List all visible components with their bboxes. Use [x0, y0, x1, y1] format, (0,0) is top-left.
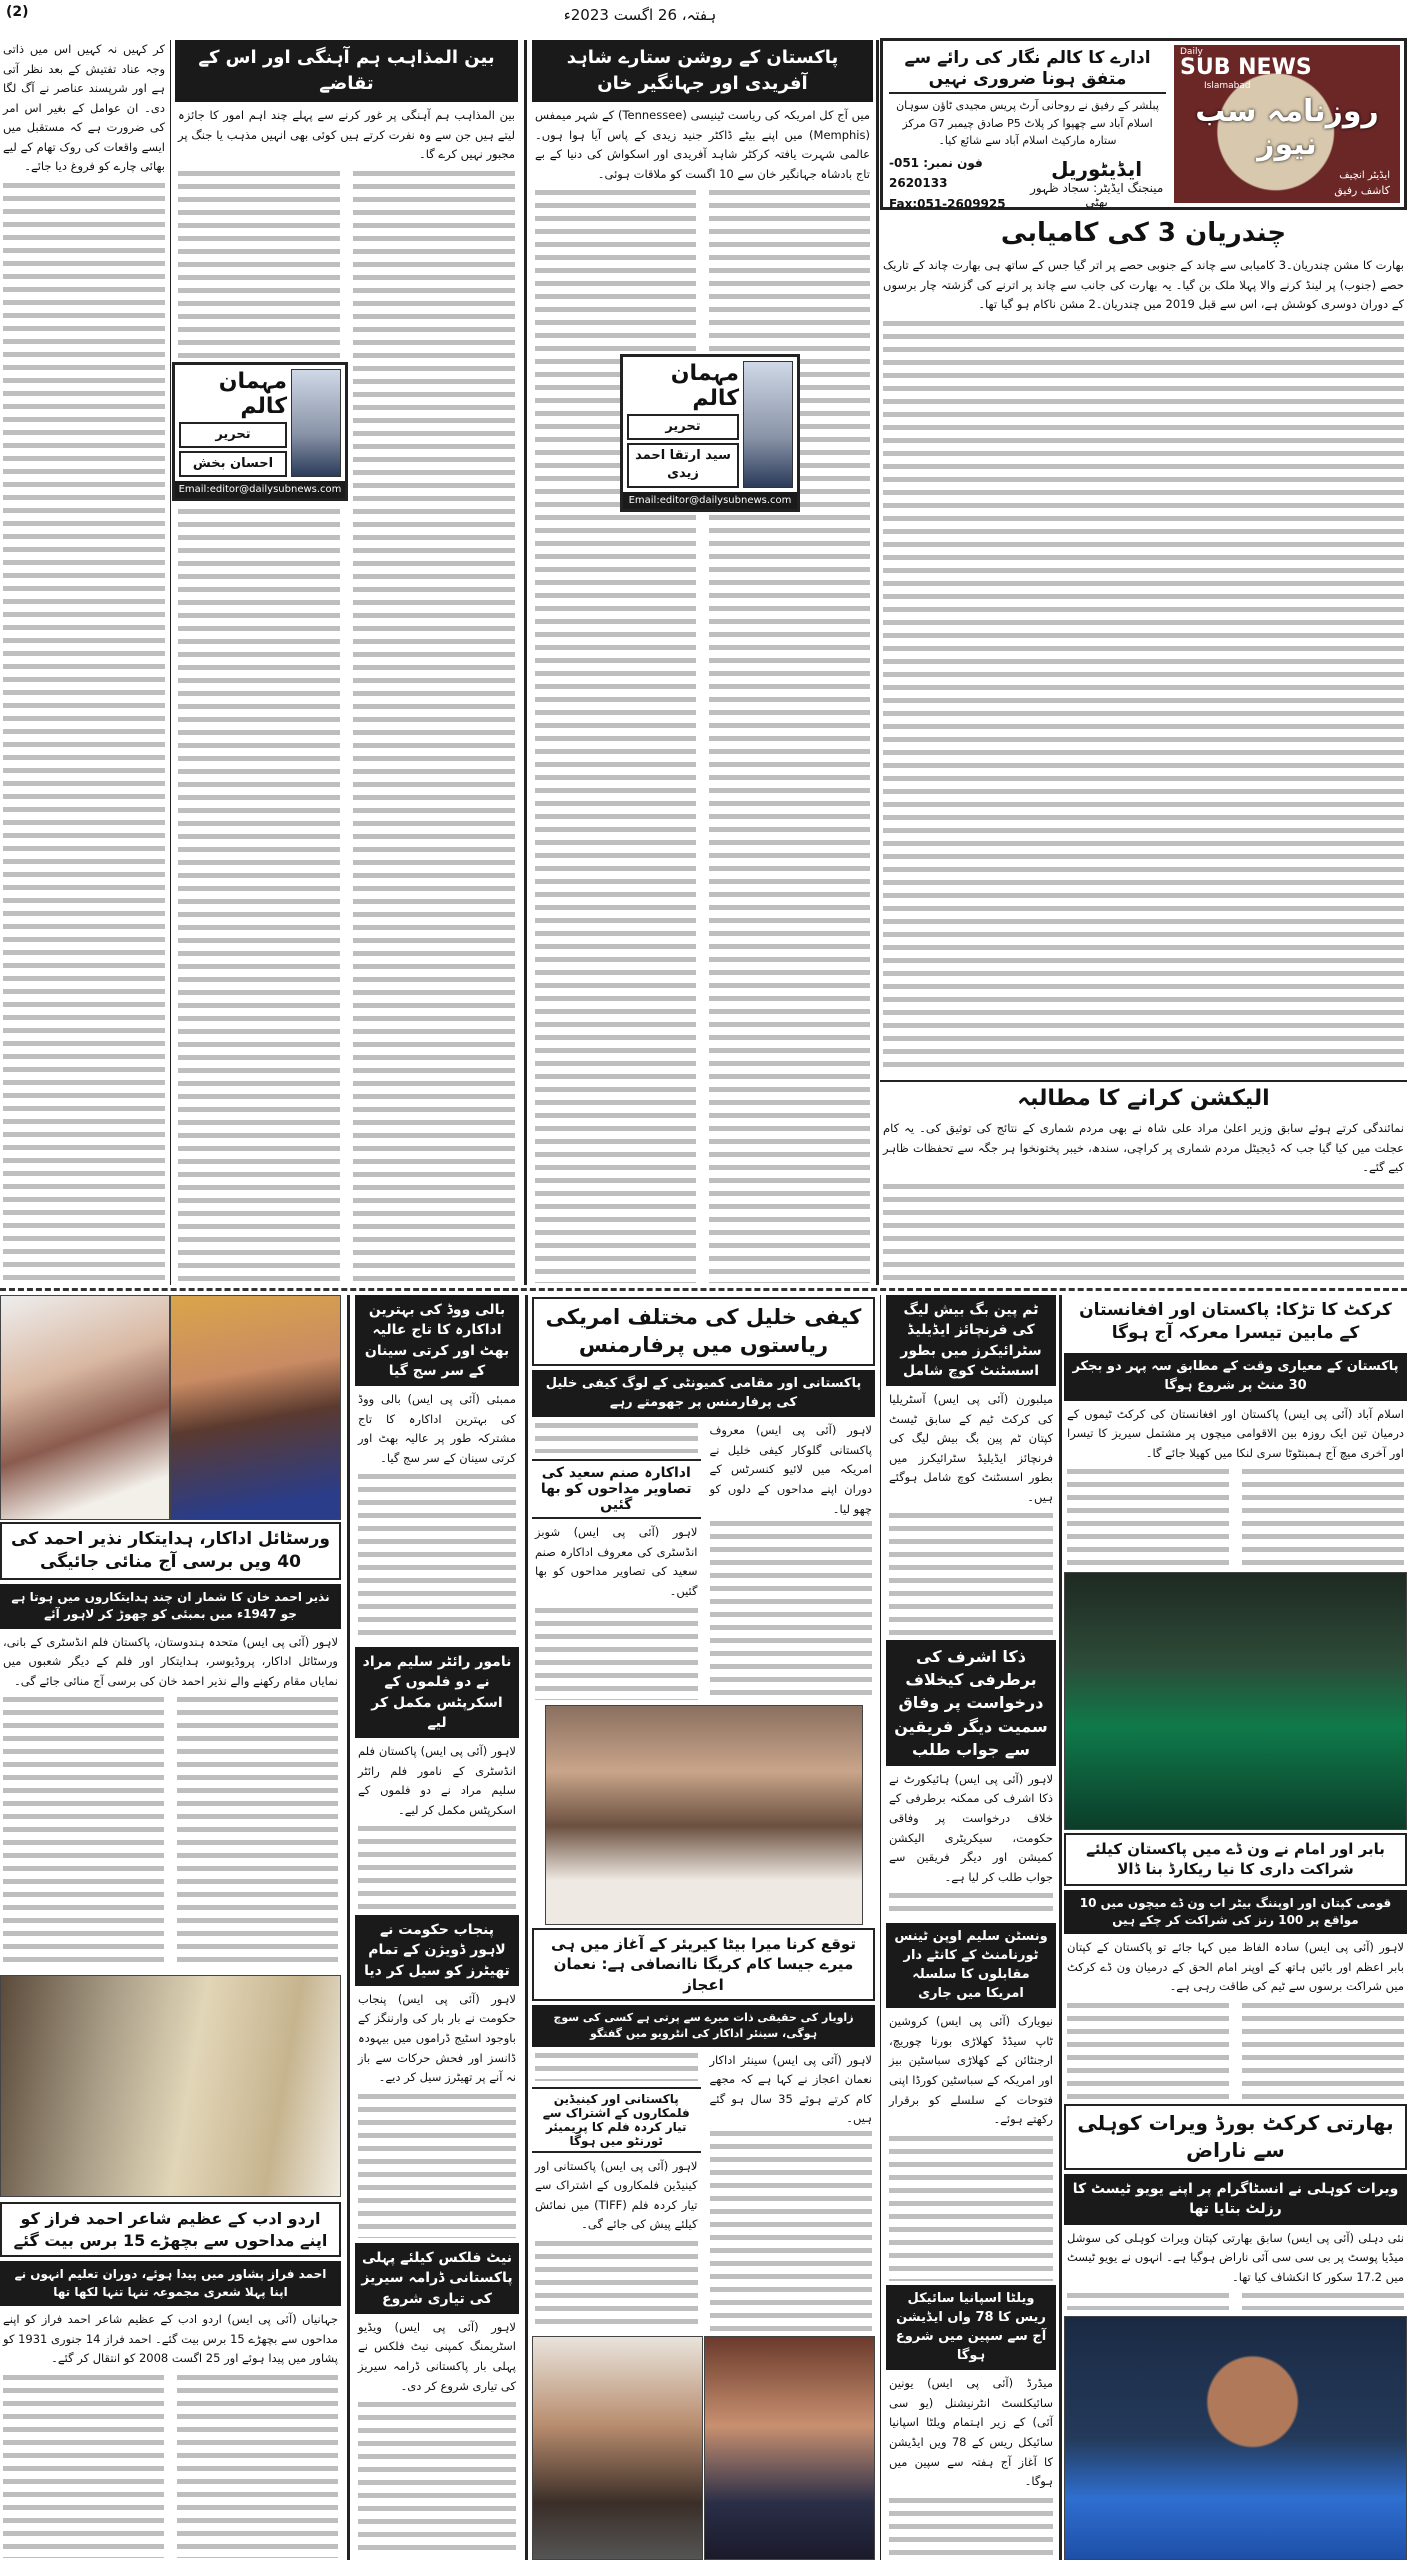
- article-body: لاہور (آئی پی ایس) ہائیکورٹ نے ذکا اشرف کی ممکنہ برطرفی کے خلاف درخواست پر وفاقی حکومت، سیکریٹری الیکشن کمیشن اور دیگر فریقین سے جواب طلب کر لیا ہے۔: [889, 1771, 1053, 1884]
- disclaimer: ادارے کا کالم نگار کی رائے سے متفق ہونا ضروری نہیں: [889, 47, 1166, 94]
- article-headline: پاکستانی اور کینیڈین فلمکاروں کے اشتراک سے تیار کردہ فلم کا پریمیئر ٹورنٹو میں ہوگا: [532, 2087, 701, 2153]
- column-divider: [880, 1295, 881, 2560]
- article-winston-salem: [886, 1923, 1056, 2283]
- column-divider: [525, 1295, 528, 2560]
- column-divider: [347, 1295, 350, 2560]
- editorial-election: [880, 1080, 1407, 1284]
- zaviyar-photo: [545, 1705, 863, 1925]
- article-sanam-saeed: [532, 1421, 701, 1702]
- article-body: میلبورن (آئی پی ایس) آسٹریلیا کی کرکٹ ٹیم کے سابق ٹیسٹ کپتان ٹم پین بگ بیش لیگ کی فرنچائز ایڈیلیڈ سٹرائیکرز میں بطور اسسٹنٹ کوچ شامل ہوگئے ہیں۔: [889, 1392, 1053, 1504]
- article-body: نیویارک (آئی پی ایس) کروشین ٹاپ سیڈڈ کھلاڑی بورنا چوریچ، ارجنٹائن کے کھلاڑی سباسٹین بیز اور امریکہ کے سباسٹین کورڈا اپنی فتوحات کے سلسلے کو برقرار رکھتے ہوئے۔: [889, 2014, 1053, 2127]
- guest-column-label: مہمان کالم: [218, 369, 287, 419]
- article-headline: توقع کرنا میرا بیٹا کیریئر کے آغاز میں ہی میرے جیسا کام کریگا ناانصافی ہے: نعمان اعجاز: [532, 1928, 875, 2001]
- article-subheadline: احمد فراز پشاور میں پیدا ہوئے، دوران تعلیم انہوں نے اپنا پہلا شعری مجموعہ تنہا تنہا لکھا تھا: [0, 2261, 341, 2306]
- body-text-lines: [535, 2241, 698, 2331]
- body-text-lines: [3, 183, 165, 1283]
- columnist-photo: [291, 369, 341, 477]
- article-subheadline: پاکستان کے معیاری وقت کے مطابق سہ پہر دو بجکر 30 منٹ پر شروع ہوگا: [1064, 1353, 1407, 1401]
- article-bollywood: [355, 1295, 519, 1645]
- masthead: [880, 38, 1407, 210]
- body-text-lines: [889, 1513, 1053, 1638]
- article-body: لاہور (آئی پی ایس) پاکستانی اور کینیڈین فلمکاروں کے اشتراک سے تیار کردہ فلم (TIFF) میں نمائش کیلئے پیش کی جائے گی۔: [535, 2158, 698, 2232]
- article-body: ممبئی (آئی پی ایس) بالی ووڈ کی بہترین اداکارہ کا تاج مشترکہ طور پر عالیہ بھٹ اور کرتی سینان کے سر سج گیا۔: [358, 1392, 516, 1465]
- body-text-lines: [710, 1521, 873, 1700]
- article-nazir-ahmed: [0, 1522, 341, 1970]
- page-number: (2): [6, 4, 29, 20]
- editorial-title: چندریان 3 کی کامیابی: [1000, 218, 1287, 248]
- editorial-label: ایڈیٹوریل: [1051, 157, 1143, 182]
- editorial-chandrayaan: [880, 214, 1407, 1076]
- article-pak-afg-cricket: [1064, 1295, 1407, 1570]
- editorial-body: بھارت کا مشن چندریان۔3 کامیابی سے چاند کے جنوبی حصے پر اتر گیا جس کے ساتھ ہی بھارت چاند کے تاریک حصے (جنوب) پر لینڈ کرنے والا پہلا ملک بن گیا۔ یہ بھارت کی جانب سے چاند پر اترنے کی گزشتہ چار برسوں کے دوران دوسری کوشش ہے، اس سے قبل 2019 میں چندریان۔2 مشن ناکام ہو گیا تھا۔: [883, 258, 1404, 312]
- body-text-lines: [883, 321, 1404, 1074]
- article-subheadline: پاکستانی اور مقامی کمیونٹی کے لوگ کیفی خلیل کی پرفارمنس پر جھومتے رہے: [532, 1370, 875, 1418]
- article-zaka-ashraf: [886, 1640, 1056, 1918]
- body-text-lines: [535, 1423, 698, 1453]
- fax-number: Fax:051-2609925: [889, 196, 1006, 211]
- article-headline: کیفی خلیل کی مختلف امریکی ریاستوں میں پرفارمنس: [532, 1297, 875, 1366]
- section-divider: [0, 1288, 1407, 1291]
- body-text-lines: [1067, 2293, 1404, 2310]
- article-body: لاہور (آئی پی ایس) سادہ الفاظ میں کہا جائے تو پاکستان کے کپتان بابر اعظم اور بائیں ہاتھ کے اوپنر امام الحق کے درمیان ون ڈے کرکٹ میں شراکت برسوں سے ٹیم کی طاقت رہی ہے۔: [1067, 1940, 1404, 1994]
- article-tim-paine: [886, 1295, 1056, 1640]
- article-body: نئی دہلی (آئی پی ایس) سابق بھارتی کپتان ویرات کوہلی کی سوشل میڈیا پوسٹ پر بی سی سی آئی ناراض ہوگیا ہے۔ انہوں نے یویو ٹیسٹ میں 17.2 سکور کا انکشاف کیا تھا۔: [1067, 2230, 1404, 2284]
- actress-photo-alia: [0, 1295, 170, 1520]
- column-title: پاکستان کے روشن ستارے شاہد آفریدی اور جہانگیر خان: [532, 40, 873, 102]
- article-headline: نامور رائٹر سلیم مراد نے دو فلموں کے اسکرپٹس مکمل کر لیے: [355, 1647, 519, 1738]
- column-divider: [1059, 1295, 1062, 2560]
- article-headline: بھارتی کرکٹ بورڈ ویرات کوہلی سے ناراض: [1064, 2104, 1407, 2170]
- article-headline: اداکارہ صنم سعید کی تصاویر مداحوں کو بھا گئیں: [532, 1459, 701, 1519]
- article-headline: ویلٹا اسپانیا سائیکل ریس کا 78 واں ایڈیشن آج سے سپین میں شروع ہوگا: [886, 2285, 1056, 2370]
- article-theatres-sealed: [355, 1915, 519, 2240]
- column-continuation: [0, 40, 168, 1285]
- column-afridi-jahangir: [532, 40, 873, 1285]
- managing-editor: مینجنگ ایڈیٹر: سجاد ظہور بھٹی: [1030, 181, 1164, 210]
- article-body: لاہور (آئی پی ایس) پاکستان فلم انڈسٹری کے نامور فلم رائٹر سلیم مراد نے دو فلموں کے اسکرپٹس مکمل کر لیے۔: [358, 1744, 516, 1817]
- column-body: بین المذاہب ہم آہنگی پر غور کرنے سے پہلے چند اہم امور کا جائزہ لیتے ہیں جن سے وہ نفرت کرتے ہیں کوئی بھی انہیں مذہب یا جنگ پر مجبور نہیں کرے گا۔: [178, 108, 515, 162]
- article-film-premiere: [532, 2051, 701, 2333]
- article-headline: ونسٹن سلیم اوپن ٹینس ٹورنامنٹ کے کانٹے دار مقابلوں کا سلسلہ امریکا میں جاری: [886, 1923, 1056, 2008]
- body-text-lines: [1067, 2003, 1404, 2099]
- article-body: میڈرڈ (آئی پی ایس) یونین سائیکلسٹ انٹرنیشنل (یو سی آئی) کے زیر اہتمام ویلٹا اسپانیا سائیکل ریس کے 78 ویں ایڈیشن کا آغاز آج ہفتہ سے سپین میں ہوگا۔: [889, 2376, 1054, 2489]
- article-subheadline: قومی کپتان اور اوپننگ بیٹر اب ون ڈے میچوں میں 10 مواقع پر 100 رنز کی شراکت کر چکے ہیں: [1064, 1890, 1407, 1935]
- columnist-email[interactable]: Email:editor@dailysubnews.com: [623, 492, 797, 509]
- body-text-lines: [358, 2094, 516, 2238]
- guest-column-box: [620, 354, 800, 512]
- columnist-photo: [743, 361, 793, 488]
- article-body: اسلام آباد (آئی پی ایس) پاکستان اور افغانستان کی کرکٹ ٹیموں کے درمیان تین ایک روزہ بین الاقوامی میچوں پر مشتمل سیریز کا تیسرا اور آخری میچ آج ہمبنٹوٹا سری لنکا میں کھیلا جائے گا۔: [1067, 1406, 1404, 1460]
- guest-column-label: مہمان کالم: [670, 361, 739, 411]
- imprint: پبلشر کے رفیق نے روحانی آرٹ پریس مجیدی ٹاؤن سوہان اسلام آباد سے چھپوا کر پلاٹ P5 صادق چیمبر G7 مرکز ستارہ مارکیٹ اسلام آباد سے شائع کیا۔: [896, 99, 1159, 148]
- virat-kohli-photo: [1064, 2316, 1407, 2560]
- logo-sub-news: SUB NEWS: [1180, 55, 1312, 80]
- article-body: لاہور (آئی پی ایس) شوبز انڈسٹری کی معروف اداکارہ صنم سعید کی تصاویر مداحوں کو بھا گئیں۔: [535, 1525, 698, 1599]
- ahmed-faraz-photo: [0, 1975, 341, 2197]
- body-text-lines: [889, 2498, 1053, 2558]
- body-text-lines: [1067, 1469, 1404, 1568]
- editor-in-chief: کاشف رفیق: [1334, 184, 1390, 197]
- body-text-lines: [358, 1474, 516, 1643]
- article-headline: اردو ادب کے عظیم شاعر احمد فراز کو اپنے مداحوں سے بچھڑے 15 برس بیت گئے: [0, 2202, 341, 2257]
- article-subheadline: نذیر احمد خان کا شمار ان چند ہدایتکاروں میں ہوتا ہے جو 1947ء میں بمبئی کو چھوڑ کر لاہور آئے: [0, 1584, 341, 1629]
- article-subheadline: زاویار کی حقیقی ذات میرے سے پرتی ہے کسی کی سوچ ہوگی، سینئر اداکار کی انٹرویو میں گفتگو: [532, 2005, 875, 2047]
- article-body: لاہور (آئی پی ایس) متحدہ ہندوستان، پاکستان فلم انڈسٹری کے بانی، ورسٹائل اداکار، پروڈیوسر، ہدایتکار اور فلم کے دیگر شعبوں میں نمایاں مقام رکھنے والے نذیر احمد خان کی برسی آج منائی جائے گی۔: [3, 1634, 338, 1688]
- column-body: میں آج کل امریکہ کی ریاست ٹینیسی (Tennessee) کے شہر میمفس (Memphis) میں اپنے بیٹے ڈاکٹر جنید زیدی کے پاس آیا ہوا ہوں۔ عالمی شہرت یافتہ کرکٹر شاہد آفریدی اور اسکواش کی دنیا کے بے تاج بادشاہ جہانگیر خان سے 10 اگست کو ملاقات ہوئی۔: [535, 108, 870, 181]
- column-body: کر کہیں نہ کہیں اس میں ذاتی وجہ عناد تفتیش کے بعد نظر آتی ہے اور شرپسند عناصر نے آگ لگا دی۔ ان عوامل کے بغیر اس امر کی ضرورت ہے کہ مستقبل میں ایسے واقعات کی روک تھام کے لیے بھائی چارے کو فروغ دیا جائے۔: [3, 42, 165, 174]
- body-text-lines: [3, 2375, 338, 2558]
- actor-photo-right: [704, 2336, 875, 2560]
- article-babar-imam-record: [1064, 1833, 1407, 2101]
- article-headline: کرکٹ کا تڑکا: پاکستان اور افغانستان کے مابین تیسرا معرکہ آج ہوگا: [1064, 1295, 1407, 1349]
- columnist-name: سید ارتقا احمد زیدی: [627, 443, 739, 487]
- column-divider: [876, 40, 879, 1285]
- body-text-lines: [889, 2136, 1053, 2281]
- article-headline: نیٹ فلکس کیلئے پہلی پاکستانی ڈرامہ سیریز کی تیاری شروع: [355, 2243, 519, 2314]
- body-text-lines: [710, 2131, 873, 2331]
- article-body: جہانیاں (آئی پی ایس) اردو ادب کے عظیم شاعر احمد فراز کو اپنے مداحوں سے بچھڑے 15 برس بیت گئے۔ احمد فراز 14 جنوری 1931 کو پشاور میں پیدا ہوئے اور 25 اگست 2008 کو انتقال کر گئے۔: [3, 2311, 338, 2366]
- body-text-lines: [535, 1608, 698, 1700]
- column-title: بین المذاہب ہم آہنگی اور اس کے تقاضے: [175, 40, 518, 102]
- body-text-lines: [358, 1826, 516, 1910]
- body-text-lines: [358, 2402, 516, 2558]
- body-text-lines: [178, 171, 515, 1283]
- article-vuelta: [886, 2285, 1056, 2560]
- by-label: تحریر: [627, 414, 739, 440]
- issue-date: ہفتہ، 26 اگست 2023ء: [563, 6, 717, 24]
- columnist-email[interactable]: Email:editor@dailysubnews.com: [175, 481, 345, 498]
- column-interfaith: [175, 40, 518, 1285]
- actor-photo-left: [532, 2336, 703, 2560]
- newspaper-logo: [1174, 45, 1400, 203]
- babar-imam-photo: [1064, 1572, 1407, 1830]
- article-noman-ijaz: [532, 1928, 875, 2333]
- body-text-lines: [535, 2053, 698, 2081]
- article-body: لاہور (آئی پی ایس) سینئر اداکار نعمان اعجاز نے کہا ہے کہ مجھے کام کرتے ہوئے 35 سال ہو گئے ہیں۔: [709, 2052, 872, 2126]
- article-netflix: [355, 2243, 519, 2560]
- columnist-name: احسان بخش: [179, 451, 287, 477]
- article-headline: پنجاب حکومت نے لاہور ڈویژن کے تمام تھیٹرز کو سیل کر دیا: [355, 1915, 519, 1986]
- article-headline: ورسٹائل اداکار، ہدایتکار نذیر احمد کی 40 ویں برسی آج منائی جائیگی: [0, 1522, 341, 1580]
- article-kohli-bcci: [1064, 2104, 1407, 2312]
- article-headline: ٹم پین بگ بیش لیگ کی فرنچائز ایڈیلیڈ سٹرائیکرز میں بطور اسسٹنٹ کوچ شامل: [886, 1295, 1056, 1386]
- article-subheadline: ویرات کوہلی نے انسٹاگرام پر اپنے یویو ٹیسٹ کا رزلٹ بتایا تھا: [1064, 2174, 1407, 2225]
- actress-photo-kriti: [170, 1295, 341, 1520]
- logo-city: Islamabad: [1204, 81, 1251, 91]
- body-text-lines: [889, 1893, 1053, 1916]
- logo-daily: Daily: [1180, 47, 1203, 57]
- article-ahmed-faraz: [0, 2202, 341, 2560]
- article-headline: بالی ووڈ کی بہترین اداکارہ کا تاج عالیہ بھٹ اور کرتی سینان کے سر سج گیا: [355, 1295, 519, 1386]
- by-label: تحریر: [179, 422, 287, 448]
- logo-urdu: روزنامہ سب نیوز: [1195, 94, 1379, 162]
- article-body: لاہور (آئی پی ایس) پنجاب حکومت نے بار بار کی وارننگز کے باوجود اسٹیج ڈراموں میں بیہودہ ڈانسز اور فحش حرکات سے باز نہ آنے پر تھیٹرز سیل کر دیے۔: [358, 1991, 516, 2085]
- article-body: لاہور (آئی پی ایس) معروف پاکستانی گلوکار کیفی خلیل نے امریکہ میں لائیو کنسرٹس کے دوران اپنے مداحوں کے دلوں کو چھو لیا۔: [709, 1423, 872, 1516]
- column-divider: [524, 40, 527, 1285]
- editor-in-chief-label: ایڈیٹر انچیف: [1339, 170, 1390, 181]
- editorial-body: نمائندگی کرتے ہوئے سابق وزیر اعلیٰ مراد علی شاہ نے بھی مردم شماری کے نتائج کی توثیق کی۔ یہ کام عجلت میں کیا گیا جب کہ ڈیجیٹل مردم شماری پر کراچی، سندھ، خیبر پختونخوا ہر جگہ سے تحفظات ظاہر کیے گئے۔: [883, 1121, 1404, 1175]
- article-headline: ذکا اشرف کی برطرفی کیخلاف درخواست پر وفاق سمیت دیگر فریقین سے جواب طلب: [886, 1640, 1056, 1766]
- phone-number: فون نمبر: 051-2620133: [889, 155, 983, 191]
- article-kaifi-khalil: [532, 1297, 875, 1702]
- body-text-lines: [883, 1184, 1404, 1282]
- column-divider: [170, 40, 171, 1285]
- body-text-lines: [3, 1697, 338, 1968]
- article-body: لاہور (آئی پی ایس) ویڈیو اسٹریمنگ کمپنی نیٹ فلکس نے پہلی بار پاکستانی ڈرامہ سیریز کی تیاری شروع کر دی۔: [358, 2319, 516, 2393]
- article-headline: بابر اور امام نے ون ڈے میں پاکستان کیلئے شراکت داری کا نیا ریکارڈ بنا ڈالا: [1064, 1833, 1407, 1886]
- editorial-title: الیکشن کرانے کا مطالبہ: [1017, 1086, 1270, 1111]
- article-salim-murad: [355, 1647, 519, 1912]
- guest-column-box: [172, 362, 348, 501]
